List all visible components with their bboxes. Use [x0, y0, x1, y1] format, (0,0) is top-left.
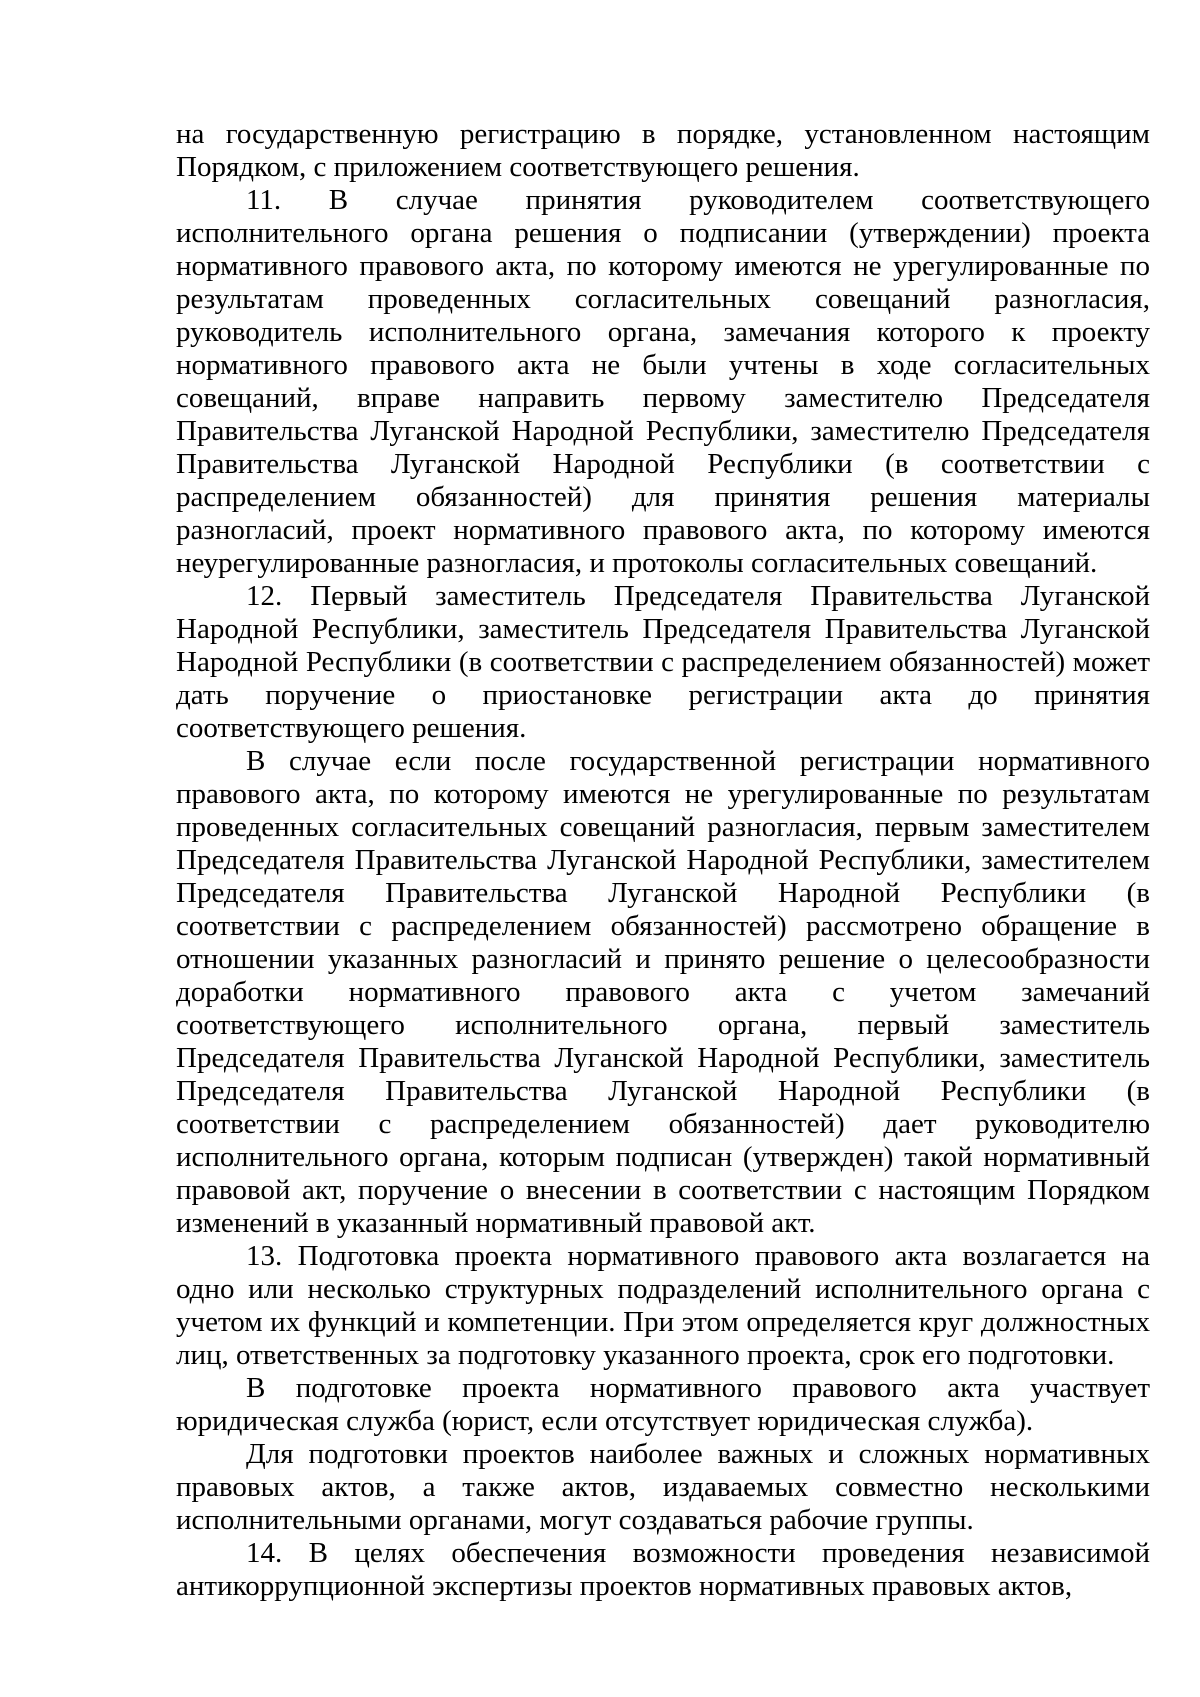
- paragraph-item-13: 13. Подготовка проекта нормативного правового акта возлагается на одно или несколько структурных подразделений исполнительного органа с учетом их функций и компетенции. При этом определяется круг должностных лиц, ответственных за подготовку указанного проекта, срок его подготовки.: [176, 1240, 1150, 1371]
- paragraph-item-12-case: В случае если после государственной регистрации нормативного правового акта, по которому имеются не урегулированные по результатам проведенных согласительных совещаний разногласия, первым заместителем Председателя Правительства Луганской Народной Республики, заместителем Председателя Правительства Луганской Народной Республики (в соответствии с распределением обязанностей) рассмотрено обращение в отношении указанных разногласий и принято решение о целесообразности доработки нормативного правового акта с учетом замечаний соответствующего исполнительного органа, первый заместитель Председателя Правительства Луганской Народной Республики, заместитель Председателя Правительства Луганской Народной Республики (в соответствии с распределением обязанностей) дает руководителю исполнительного органа, которым подписан (утвержден) такой нормативный правовой акт, поручение о внесении в соответствии с настоящим Порядком изменений в указанный нормативный правовой акт.: [176, 745, 1150, 1239]
- paragraph-continuation: на государственную регистрацию в порядке, установленном настоящим Порядком, с приложением соответствующего решения.: [176, 118, 1150, 183]
- paragraph-item-12: 12. Первый заместитель Председателя Правительства Луганской Народной Республики, заместитель Председателя Правительства Луганской Народной Республики (в соответствии с распределением обязанностей) может дать поручение о приостановке регистрации акта до принятия соответствующего решения.: [176, 580, 1150, 744]
- paragraph-item-11: 11. В случае принятия руководителем соответствующего исполнительного органа решения о подписании (утверждении) проекта нормативного правового акта, по которому имеются не урегулированные по результатам проведенных согласительных совещаний разногласия, руководитель исполнительного органа, замечания которого к проекту нормативного правового акта не были учтены в ходе согласительных совещаний, вправе направить первому заместителю Председателя Правительства Луганской Народной Республики, заместителю Председателя Правительства Луганской Народной Республики (в соответствии с распределением обязанностей) для принятия решения материалы разногласий, проект нормативного правового акта, по которому имеются неурегулированные разногласия, и протоколы согласительных совещаний.: [176, 184, 1150, 579]
- paragraph-item-13-working-groups: Для подготовки проектов наиболее важных и сложных нормативных правовых актов, а также актов, издаваемых совместно несколькими исполнительными органами, могут создаваться рабочие группы.: [176, 1438, 1150, 1536]
- paragraph-item-13-legal-service: В подготовке проекта нормативного правового акта участвует юридическая служба (юрист, если отсутствует юридическая служба).: [176, 1372, 1150, 1437]
- paragraph-item-14: 14. В целях обеспечения возможности проведения независимой антикоррупционной экспертизы проектов нормативных правовых актов,: [176, 1537, 1150, 1602]
- document-page: [176, 118, 1150, 1603]
